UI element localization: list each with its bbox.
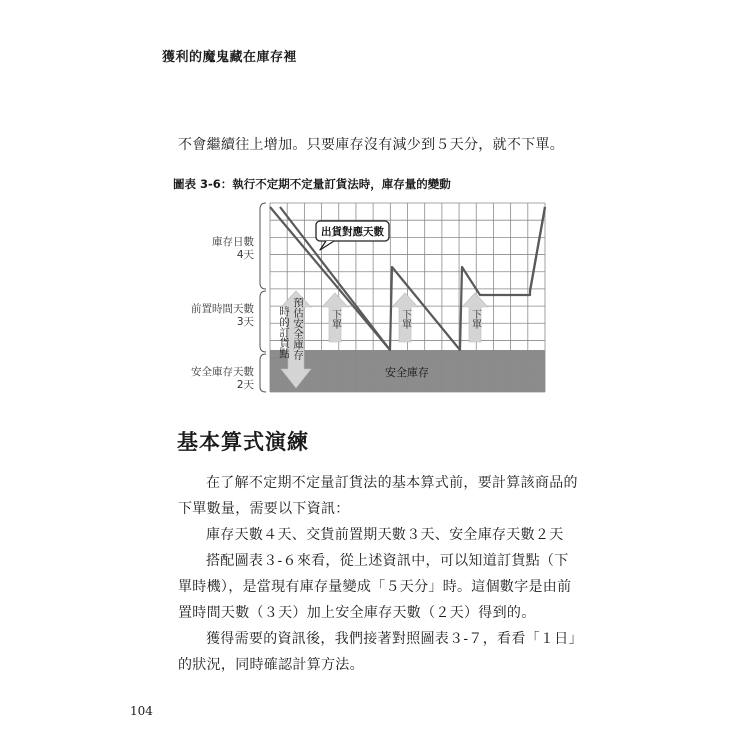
callout-text: 出貨對應天數 (321, 226, 384, 238)
y-value-lead-time: 3天 (236, 316, 254, 328)
y-label-lead-time: 前置時間天數 (191, 303, 254, 315)
lead-paragraph: 不會繼續往上增加。只要庫存沒有減少到５天分，就不下單。 (178, 137, 565, 153)
y-label-inventory-days: 庫存日數 (212, 236, 254, 248)
y-value-safety-stock: 2天 (236, 379, 254, 391)
safety-stock-label: 安全庫存 (385, 366, 429, 379)
inventory-line-end (530, 207, 545, 291)
y-axis-brackets (260, 203, 266, 392)
y-value-inventory-days: 4天 (236, 249, 254, 261)
order-label-1: 下單 (329, 309, 341, 329)
order-label-2: 下單 (399, 309, 411, 329)
shipment-callout (316, 221, 389, 250)
paragraph-1: 在了解不定期不定量訂貨法的基本算式前，要計算該商品的下單數量，需要以下資訊： (178, 475, 578, 517)
paragraph-2: 庫存天數４天、交貨前置期天數３天、安全庫存天數２天 (206, 527, 564, 543)
paragraph-3: 搭配圖表３-６來看，從上述資訊中，可以知道訂貨點（下單時機），是當現有庫存量變成「５天分」時。這個數字是由前置時間天數（３天）加上安全庫存天數（２天）得到的。 (178, 553, 572, 621)
paragraph-4: 獲得需要的資訊後，我們接著對照圖表３-７，看看「１日」的狀況，同時確認計算方法。 (178, 631, 576, 673)
running-head: 獲利的魔鬼藏在庫存裡 (162, 50, 298, 65)
order-point-label-col2: 時的訂貨點 (278, 306, 290, 359)
inventory-chart (160, 195, 560, 405)
order-label-3: 下單 (469, 309, 481, 329)
figure-caption: 圖表 3-6：執行不定期不定量訂貨法時，庫存量的變動 (173, 177, 451, 191)
page-number: 104 (130, 704, 153, 718)
y-label-safety-stock: 安全庫存天數 (191, 366, 254, 378)
order-point-label-col1: 預估安全庫存 (292, 297, 304, 360)
body-text (178, 470, 578, 678)
section-heading: 基本算式演練 (177, 430, 309, 454)
